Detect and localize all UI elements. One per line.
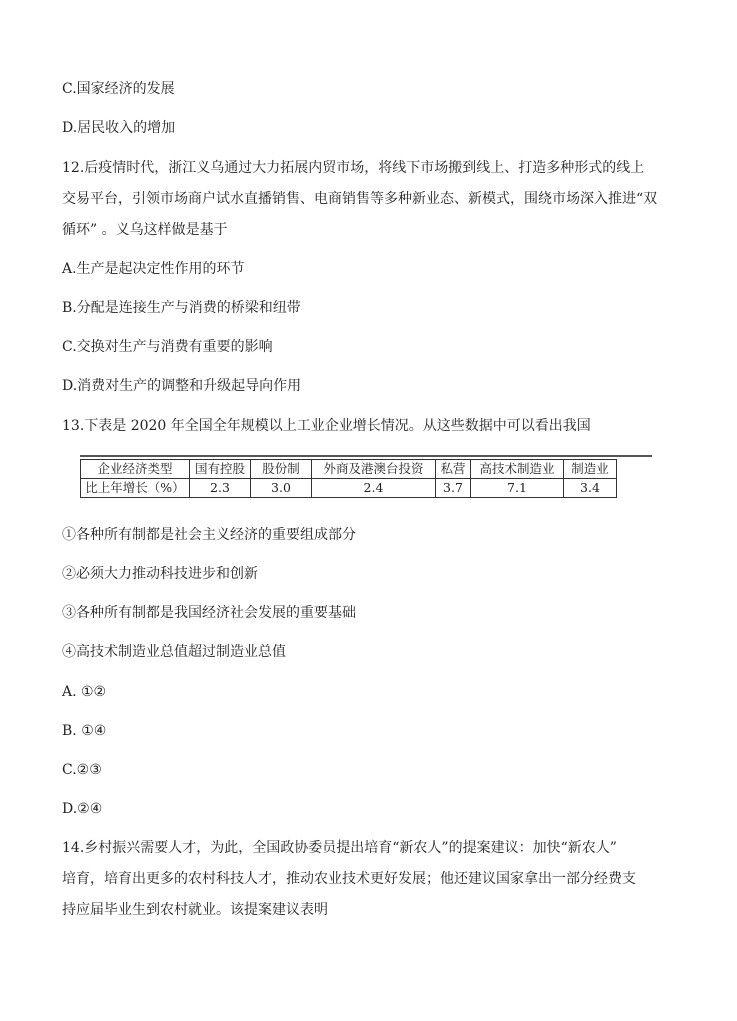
table-header-row (81, 460, 617, 479)
growth-table-image (80, 455, 652, 502)
question-12-line-2: 交易平台，引领市场商户试水直播销售、电商销售等多种新业态、新模式，围绕市场深入推进“双 (62, 191, 658, 207)
option-b-q13: B. ①④ (62, 723, 107, 739)
option-a-q13: A. ①② (62, 684, 107, 700)
statement-3: ③各种所有制都是我国经济社会发展的重要基础 (62, 605, 356, 621)
question-14-line-2: 培育，培育出更多的农村科技人才，推动农业技术更好发展；他还建议国家拿出一部分经费支 (62, 871, 636, 887)
table-header-cell: 制造业 (564, 460, 617, 479)
table-cell: 3.4 (564, 479, 617, 498)
option-c-q11: C.国家经济的发展 (62, 81, 175, 97)
table-cell: 3.7 (436, 479, 471, 498)
question-14-line-1: 14.乡村振兴需要人才，为此，全国政协委员提出培育“新农人”的提案建议：加快“新农人” (62, 840, 617, 856)
table-row (81, 479, 617, 498)
table-header-cell: 高技术制造业 (471, 460, 564, 479)
statement-2: ②必须大力推动科技进步和创新 (62, 566, 258, 582)
question-14-line-3: 持应届毕业生到农村就业。该提案建议表明 (62, 902, 328, 918)
option-c-q12: C.交换对生产与消费有重要的影响 (62, 339, 273, 355)
table-cell: 2.3 (190, 479, 251, 498)
table-header-cell: 股份制 (251, 460, 312, 479)
table-header-cell: 国有控股 (190, 460, 251, 479)
table-header-cell: 私营 (436, 460, 471, 479)
statement-1: ①各种所有制都是社会主义经济的重要组成部分 (62, 527, 356, 543)
table-header-cell: 企业经济类型 (81, 460, 190, 479)
option-c-q13: C.②③ (62, 762, 102, 778)
table-cell: 3.0 (251, 479, 312, 498)
question-13-stem: 13.下表是 2020 年全国全年规模以上工业企业增长情况。从这些数据中可以看出我国 (62, 418, 591, 434)
option-d-q12: D.消费对生产的调整和升级起导向作用 (62, 378, 302, 394)
option-d-q11: D.居民收入的增加 (62, 120, 176, 136)
question-12-line-3: 循环” 。义乌这样做是基于 (62, 222, 228, 238)
table-cell: 比上年增长（%） (81, 479, 190, 498)
option-a-q12: A.生产是起决定性作用的环节 (62, 261, 245, 277)
question-12-line-1: 12.后疫情时代，浙江义乌通过大力拓展内贸市场，将线下市场搬到线上、打造多种形式的线上 (62, 160, 645, 176)
statement-4: ④高技术制造业总值超过制造业总值 (62, 644, 286, 660)
growth-table (80, 459, 617, 498)
option-d-q13: D.②④ (62, 801, 103, 817)
table-cell: 7.1 (471, 479, 564, 498)
table-header-cell: 外商及港澳台投资 (312, 460, 436, 479)
option-b-q12: B.分配是连接生产与消费的桥梁和纽带 (62, 300, 301, 316)
table-cell: 2.4 (312, 479, 436, 498)
